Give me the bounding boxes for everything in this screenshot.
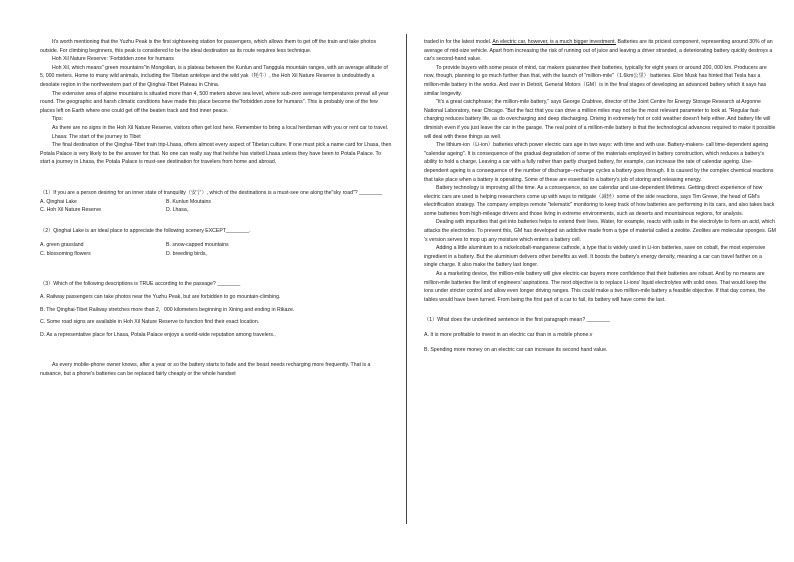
question-options-1 [40, 198, 392, 215]
paragraph-technology: Battery technology is improving all the time. As a consequence, so are calendar and use-dependent lifetimes. Getting direct experience of how electric cars are used is helping researchers come up with ways to mitigate（减轻）some of the side reactions, says Tim Grewe, the head of GM's electrification strategy. The company employs remote "telematic" monitoring to keep track of how batteries are performing in its cars, and also takes back some batteries from high-mileage drivers and those living in extreme environments, such as deserts and mountainous regions, for analysis. [424, 185, 775, 217]
option-d[interactable]: D. Lhasa。 [166, 207, 192, 214]
option-b[interactable]: B. Spending more money on an electric car can increase its second hand value. [424, 346, 608, 353]
paragraph-alpine-mountains: The extensive area of alpine mountains is situated more than 4, 500 meters above sea level, where sub-zero average temperatures prevail all year round. The geographic and harsh climatic conditions have made this place become the"forbidden zone for humans". This is probably one of the few places left on Earth where one could get off the beaten track and find inner peace. [40, 90, 389, 114]
option-d[interactable]: D. As a representative place for Lhasa, Potala Palace enjoys a world-wide reputation among travelers.． [40, 331, 280, 338]
option-c[interactable]: C. blossoming flowers [40, 250, 91, 257]
paragraph-battery-intro: As every mobile-phone owner knows, after a year or so the battery starts to fade and the beast needs recharging more frequently. That is a nuisance, but a phone's batteries can be replaced fairly cheaply or the whole handset [40, 362, 371, 378]
paragraph-impurities: Dealing with impurities that get into batteries helps to extend their lives. Water, for example, reacts with salts in the electrolyte to form an acid, which attacks the electrodes. To prevent this, GM has developed an addictive made from a type of material called a zeolite. Zeolites are molecular sponges. GM 's version serves to mop up any moisture which enters a battery cell. [424, 219, 776, 243]
heading-lhasa: Lhasa: The start of the journey to Tibet [52, 133, 141, 140]
option-a[interactable]: A. Qinghai Lake [40, 198, 77, 205]
column-divider [406, 34, 407, 524]
paragraph-lithium-ion: The lithium-ion（Li-ion）batteries which power electric cars age in two ways: with time and with use. Battery-makers- call time-dependent ageing "calendar ageing". It is consequence of the gradual degradation of some of the materials employed in battery construction, which reduces a battery's ability to hold a charge. Leaving a car with a fully rather than partly charged battery, for example, can increase the rate of calendar ageing. Use-dependent ageing is a consequence of the number of discharge--recharge cycles a battery goes through. It is caused by the complex chemical reactions that take place when a battery is operating. Some of these are essential to a battery's job of storing and releasing energy. [424, 142, 774, 183]
heading-hoh-xil: Hoh Xil Nature Reserve: 'Forbidden zone for humans [52, 56, 174, 63]
option-a[interactable]: A. Railway passengers can take photos near the Yuzhu Peak, but are forbidden to go mountain-climbing. [40, 294, 281, 301]
option-c[interactable]: C. Hoh Xil Nature Reserve [40, 207, 102, 214]
option-c[interactable]: C. Some road signs are available in Hoh Xil Nature Reserve to function find their exact location. [40, 319, 260, 326]
paragraph-electric-car [424, 38, 776, 64]
question-options-2 [40, 241, 392, 258]
option-b[interactable]: B. The Qinghai-Tibet Railway stretches more than 2，000 kilometers beginning in Xining and ending in Rikaze. [40, 306, 295, 313]
paragraph-hoh-xil-intro: Hoh Xil, which means" green mountains"in Mongolian, is a plateau between the Kunlun and Tanggula mountain ranges, with an average altitude of 5, 000 meters. Home to many wild animals, including the Tibetan antelope and the wild yak（牦牛）, the Hoh Xil Nature Reserve is undoubtedly a desolate region in the northwestern part of the Qinghai-Tibet Plateau in China. [40, 64, 388, 88]
option-b[interactable]: B. Kunlun Moutains [166, 198, 211, 205]
question-stem-2: （2）Qinghai Lake is an ideal place to appreciate the following scenery EXCEPT________. [40, 227, 251, 234]
paragraph-catchphrase: "It's a great catchphrase; the million-mile battery," says George Crabtree, director of the Joint Centre for Energy Storage Research at Argonne National Laboratory, near Chicago. "But the fact that you can drive a million miles may not be the most relevant parameter to look at. "Regular fast-charging reduces battery life, as do overcharging and deep discharging. Driving in extremely hot or cold weather doesn't help either. And battery life will diminish even if you just leave the car in the garage. The real point of a million-mile battery is that the technological advances required to make it possible will deal with these things as well. [424, 99, 776, 140]
paragraph-guarantee: To provide buyers with some peace of mind, car makers guarantee their batteries, typically for eight years or around 200, 000 km. Producers are now, though, planning to go much further than that, with the launch of "million-mile"（1.6km公里） batteries. Elon Musk has hinted that Tesla has a million-mile battery in the works. And over in Detroit, General Motors（GM）is in the final stages of developing an advanced battery which it says has similar longevity. [424, 64, 767, 97]
text-after-underline: Batteries are its priciest component, representing around 30% of an average of mid-size vehicle. Apart from increasing the risk of running out of juice and leaving a driver stranded, a deteriorating battery quickly destroys a car's second-hand value. [424, 39, 773, 63]
option-d[interactable]: D. breeding birds。 [166, 250, 211, 257]
paragraph-yuzhu-peak: It's worth mentioning that the Yuzhu Peak is the first sightseeing station for passengers, which allows them to get off the train and take photos outside. For climbing beginners, this peak is considered to be the ideal destination as its route requires less technique. [40, 39, 377, 54]
right-column [424, 38, 776, 354]
left-column [40, 38, 392, 379]
text-before-underline: traded in for the latest model. [424, 39, 493, 45]
question-stem-1: （1）If you are a person desiring for an inner state of tranquility（安宁）, which of the destinations is a must-see one along the"sky road"? ________ [40, 189, 383, 196]
paragraph-marketing: As a marketing device, the million-mile battery will give electric-car buyers more confidence that their batteries are robust. And by no means are million-mile batteries the limit of engineers' aspirations. The next objective is to replace Li-ions' liquid electrolytes with solid ones. That would keep the ions under stricter control and allow even longer driving ranges. This could make a two million-mile battery a feasible objective. If that day comes, the tables would have been turned. From being the first part of a car to fail, its battery will have come the last. [424, 271, 767, 303]
question-stem-3: （3）Which of the following descriptions is TRUE according to the passage? ________ [40, 281, 241, 288]
paragraph-tips: As there are no signs in the Hoh Xil Nature Reserve, visitors often get lost here. Remember to bring a local herdsman with you or rent car to travel. [52, 124, 389, 131]
question-stem-1: （1）What does the underlined sentence in the first paragraph mean? ________ [424, 317, 610, 324]
option-b[interactable]: B. snow-capped mountains [166, 242, 229, 249]
paragraph-lhasa: The final destination of the Qinghai-Tibet train trip-Lhasa, offers almost every aspect of Tibetan culture. If one must pick a name card for Lhasa, then Potala Palace is very likely to be the answer for that. No one can really say that he/she has visited Lhasa unless they have been to Potala Palace. To start a journey in Lhasa, the Potala Palace is must-see destination for travelers from home and abroad. [40, 142, 392, 166]
underlined-sentence: An electric car, however, is a much bigger investment. [492, 39, 617, 45]
paragraph-aluminium: Adding a little aluminium to a nickelcobalt-manganese cathode, a type that is widely used in Li-ion batteries, save on cobalt, the most expensive ingredient in a battery. But the aluminium delivers other benefits as well. It boosts the battery's energy density, meaning a car can travel farther on a single charge. It also make the battery last longer. [424, 245, 766, 269]
option-a[interactable]: A. It is more profitable to invest in an electric car than in a mobile phone.v [424, 332, 593, 338]
option-a[interactable]: A. green grassland [40, 242, 84, 249]
heading-tips: Tips: [52, 116, 64, 123]
